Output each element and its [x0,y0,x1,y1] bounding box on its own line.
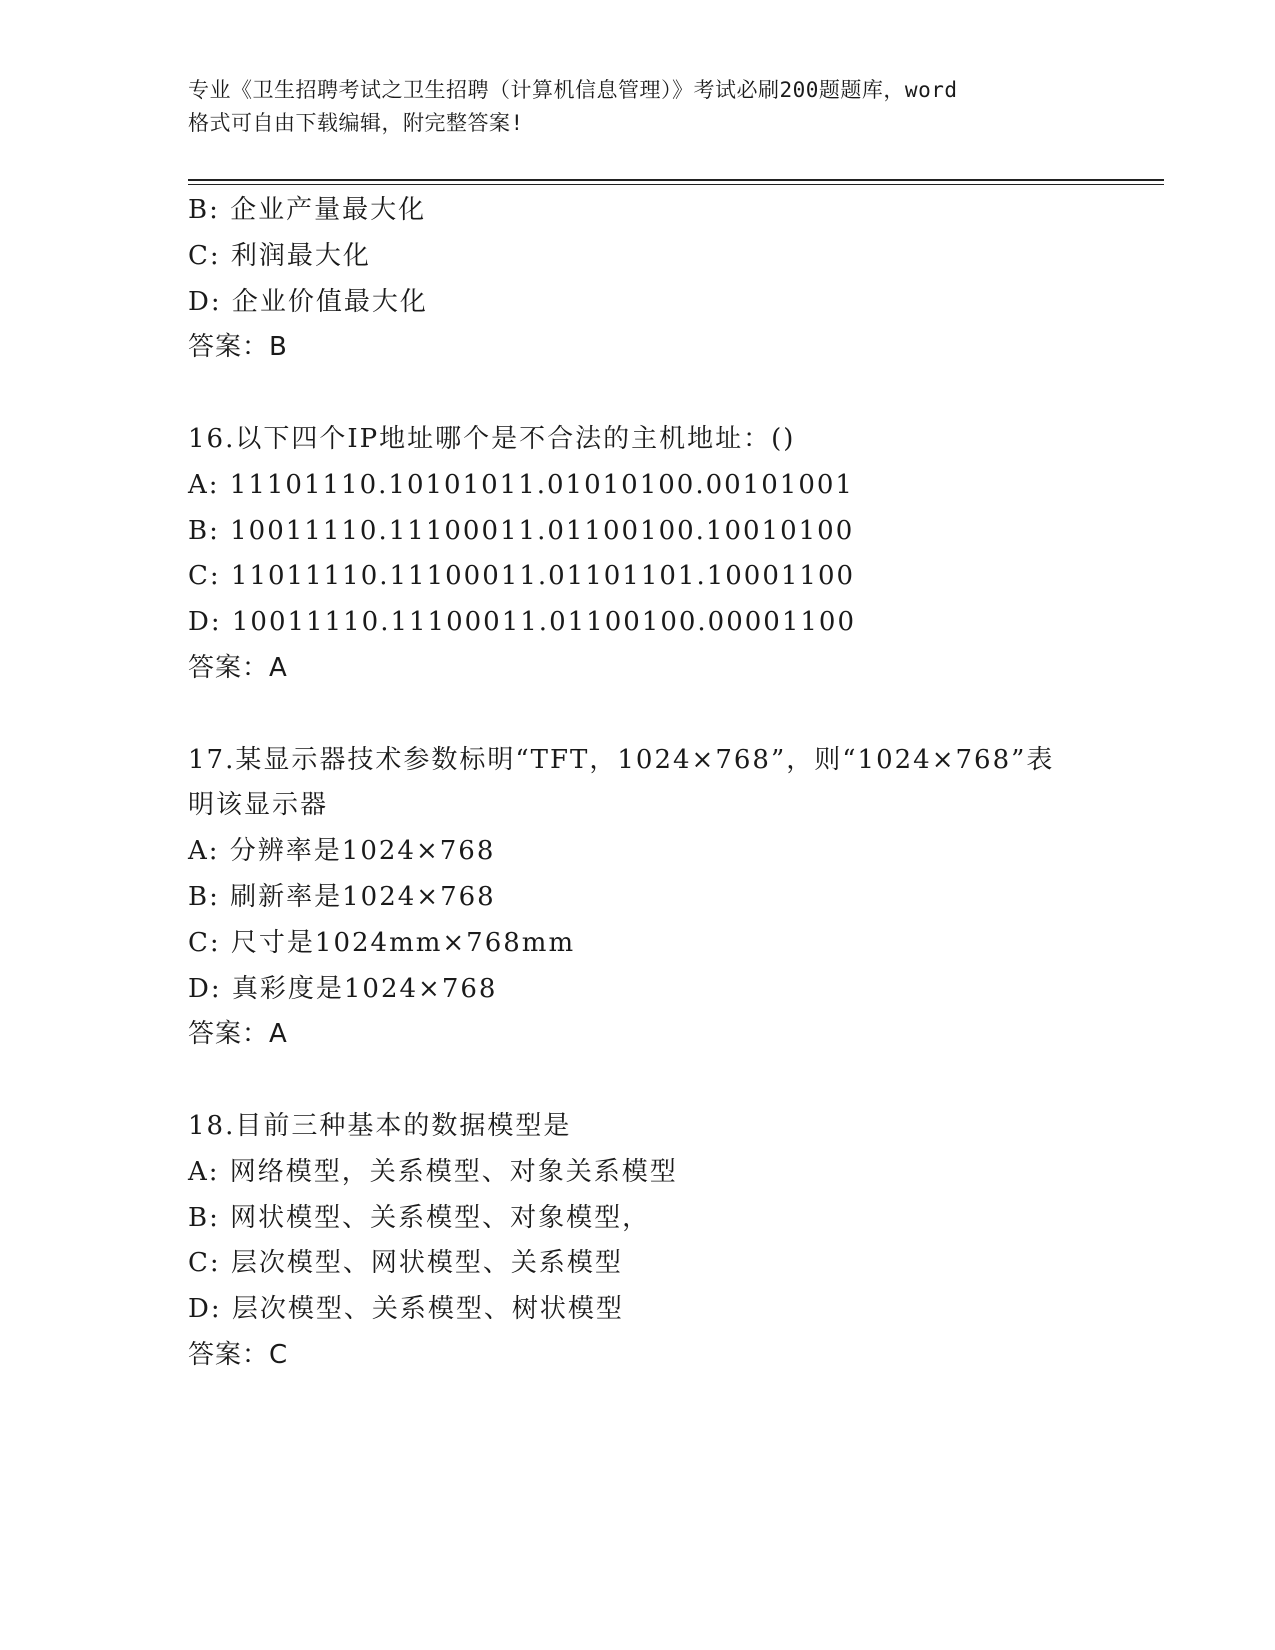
answer-line: 答案：B [188,332,288,363]
question-stem-continued: 明该显示器 [188,790,329,821]
question-18 [188,1104,1088,1379]
option-a: A: 网络模型，关系模型、对象关系模型 [188,1156,678,1187]
answer-line: 答案：A [188,652,288,683]
question-stem: 17.某显示器技术参数标明“TFT，1024×768”，则“1024×768”表 [188,744,1055,775]
option-d: D: 真彩度是1024×768 [188,973,498,1004]
spacer [188,692,1088,738]
question-list [188,188,1088,1379]
option-b: B: 10011110.11100011.01100100.10010100 [188,515,855,546]
option-b: B: 企业产量最大化 [188,195,427,225]
question-16 [188,417,1088,692]
header-title-line-1: 专业《卫生招聘考试之卫生招聘（计算机信息管理）》考试必刷200题题库，word [188,78,958,102]
header-divider-thick [188,179,1164,181]
option-b: B: 刷新率是1024×768 [188,881,496,912]
spacer [188,371,1088,417]
question-stem: 16.以下四个IP地址哪个是不合法的主机地址：() [188,423,796,454]
question-prev [188,188,1088,371]
question-stem: 18.目前三种基本的数据模型是 [188,1110,572,1141]
option-a: A: 分辨率是1024×768 [188,836,496,867]
option-d: D: 层次模型、关系模型、树状模型 [188,1294,624,1325]
header-title-line-2: 格式可自由下载编辑，附完整答案! [188,111,524,135]
document-header [188,74,1088,140]
question-17 [188,738,1088,1059]
answer-line: 答案：C [188,1339,289,1370]
option-c: C: 利润最大化 [188,240,371,271]
answer-line: 答案：A [188,1019,288,1050]
option-d: D: 10011110.11100011.01100100.00001100 [188,607,857,638]
option-a: A: 11101110.10101011.01010100.00101001 [188,469,854,500]
option-c: C: 尺寸是1024mm×768mm [188,927,576,958]
option-c: C: 层次模型、网状模型、关系模型 [188,1248,623,1279]
spacer [188,1058,1088,1104]
option-c: C: 11011110.11100011.01101101.10001100 [188,561,856,592]
option-d: D: 企业价值最大化 [188,286,428,317]
option-b: B: 网状模型、关系模型、对象模型， [188,1202,651,1233]
header-divider-thin [188,184,1164,185]
